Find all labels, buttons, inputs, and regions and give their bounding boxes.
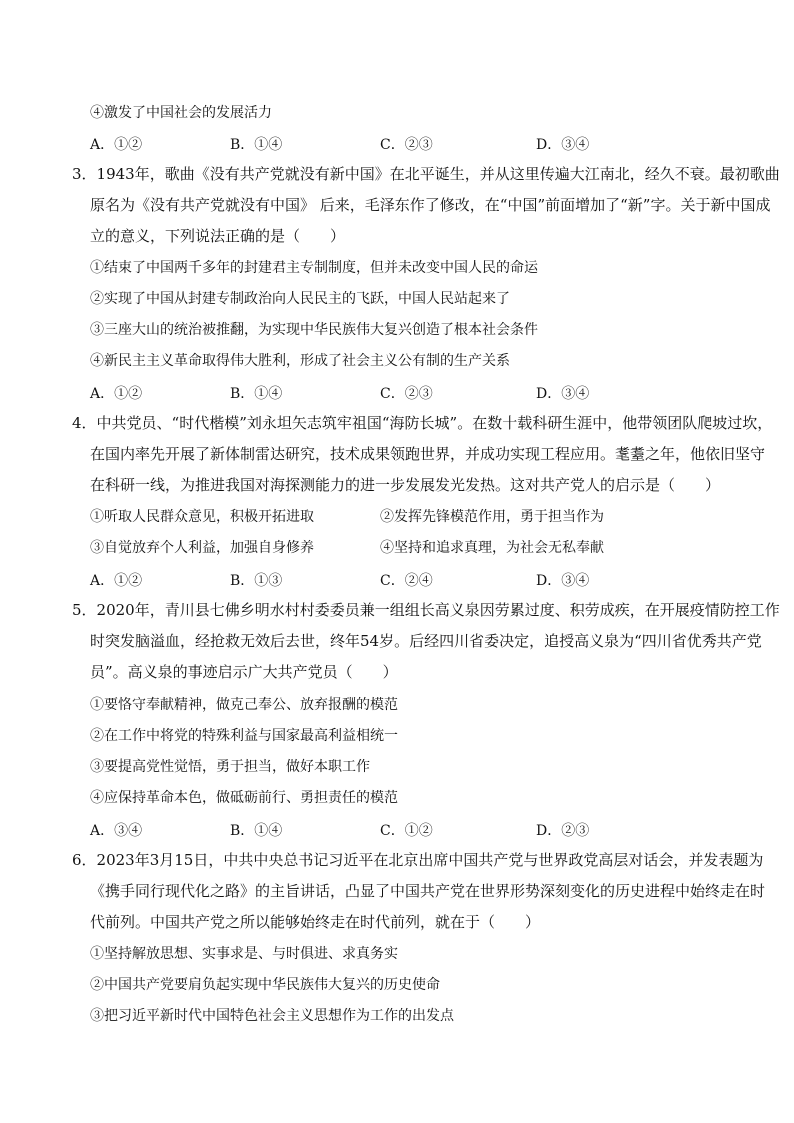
q6-stem-line-3: 代前列。中国共产党之所以能够始终走在时代前列，就在于（ ）: [90, 913, 541, 931]
q3-option-d: D．③④: [536, 386, 590, 402]
q2-option-c: C．②③: [380, 137, 433, 153]
q3-stem-line-1: 3．1943年，歌曲《没有共产党就没有新中国》在北平诞生，并从这里传遍大江南北，经久不衰。最初歌曲: [72, 165, 780, 183]
q5-option-d: D．②③: [536, 823, 590, 839]
q5-option-c: C．①②: [380, 823, 433, 839]
q2-option-b: B．①④: [230, 137, 283, 153]
q5-item-4: ④应保持革命本色，做砥砺前行、勇担责任的模范: [90, 790, 398, 806]
q2-item-4: ④激发了中国社会的发展活力: [90, 105, 272, 121]
q3-item-4: ④新民主主义革命取得伟大胜利，形成了社会主义公有制的生产关系: [90, 353, 510, 369]
q4-item-3: ③自觉放弃个人利益，加强自身修养: [90, 540, 314, 556]
q2-options: [90, 134, 710, 152]
q3-item-2: ②实现了中国从封建专制政治向人民民主的飞跃，中国人民站起来了: [90, 291, 510, 307]
q5-stem-line-1: 5．2020年，青川县七佛乡明水村村委委员兼一组组长高义泉因劳累过度、积劳成疾，在开展疫情防控工作: [72, 601, 780, 619]
q5-stem-line-3: 员”。高义泉的事迹启示广大共产党员（ ）: [90, 663, 398, 681]
q3-item-1: ①结束了中国两千多年的封建君主专制制度，但并未改变中国人民的命运: [90, 260, 538, 276]
q3-option-c: C．②③: [380, 386, 433, 402]
q3-options: [90, 383, 710, 401]
q5-options: [90, 820, 710, 838]
q2-option-a: A．①②: [90, 137, 143, 153]
q4-item-2: ②发挥先锋模范作用，勇于担当作为: [380, 509, 604, 525]
q4-stem-line-2: 在国内率先开展了新体制雷达研究，技术成果领跑世界，并成功实现工程应用。耄耋之年，他依旧坚守: [90, 445, 766, 463]
q5-option-a: A．③④: [90, 823, 143, 839]
q4-options: [90, 570, 710, 588]
q3-option-a: A．①②: [90, 386, 143, 402]
q2-option-d: D．③④: [536, 137, 590, 153]
q6-item-2: ②中国共产党要肩负起实现中华民族伟大复兴的历史使命: [90, 977, 440, 993]
q4-stem-line-3: 在科研一线，为推进我国对海探测能力的进一步发展发光发热。这对共产党人的启示是（ ）: [90, 476, 721, 494]
q4-option-a: A．①②: [90, 573, 143, 589]
q4-option-b: B．①③: [230, 573, 283, 589]
q4-option-c: C．②④: [380, 573, 433, 589]
q4-item-4: ④坚持和追求真理，为社会无私奉献: [380, 540, 604, 556]
q4-option-d: D．③④: [536, 573, 590, 589]
q3-item-3: ③三座大山的统治被推翻，为实现中华民族伟大复兴创造了根本社会条件: [90, 322, 538, 338]
q5-option-b: B．①④: [230, 823, 283, 839]
q6-stem-line-1: 6．2023年3月15日，中共中央总书记习近平在北京出席中国共产党与世界政党高层对话会，并发表题为: [72, 851, 764, 869]
q5-item-1: ①要恪守奉献精神，做克己奉公、放弃报酬的模范: [90, 697, 398, 713]
q6-item-1: ①坚持解放思想、实事求是、与时俱进、求真务实: [90, 946, 398, 962]
q6-stem-line-2: 《携手同行现代化之路》的主旨讲话，凸显了中国共产党在世界形势深刻变化的历史进程中始终走在时: [90, 882, 766, 900]
q5-stem-line-2: 时突发脑溢血，经抢救无效后去世，终年54岁。后经四川省委决定，追授高义泉为“四川省优秀共产党: [90, 632, 762, 650]
q5-item-2: ②在工作中将党的特殊利益与国家最高利益相统一: [90, 728, 398, 744]
q3-option-b: B．①④: [230, 386, 283, 402]
q5-item-3: ③要提高党性觉悟，勇于担当，做好本职工作: [90, 759, 370, 775]
q4-stem-line-1: 4．中共党员、“时代楷模”刘永坦矢志筑牢祖国“海防长城”。在数十载科研生涯中，他带领团队爬坡过坎，: [72, 414, 773, 432]
q3-stem-line-2: 原名为《没有共产党就没有中国》 后来，毛泽东作了修改，在“中国”前面增加了“新”字。关于新中国成: [90, 196, 771, 214]
q4-item-1: ①听取人民群众意见，积极开拓进取: [90, 509, 314, 525]
q6-item-3: ③把习近平新时代中国特色社会主义思想作为工作的出发点: [90, 1008, 454, 1024]
q3-stem-line-3: 立的意义，下列说法正确的是（ ）: [90, 227, 346, 245]
